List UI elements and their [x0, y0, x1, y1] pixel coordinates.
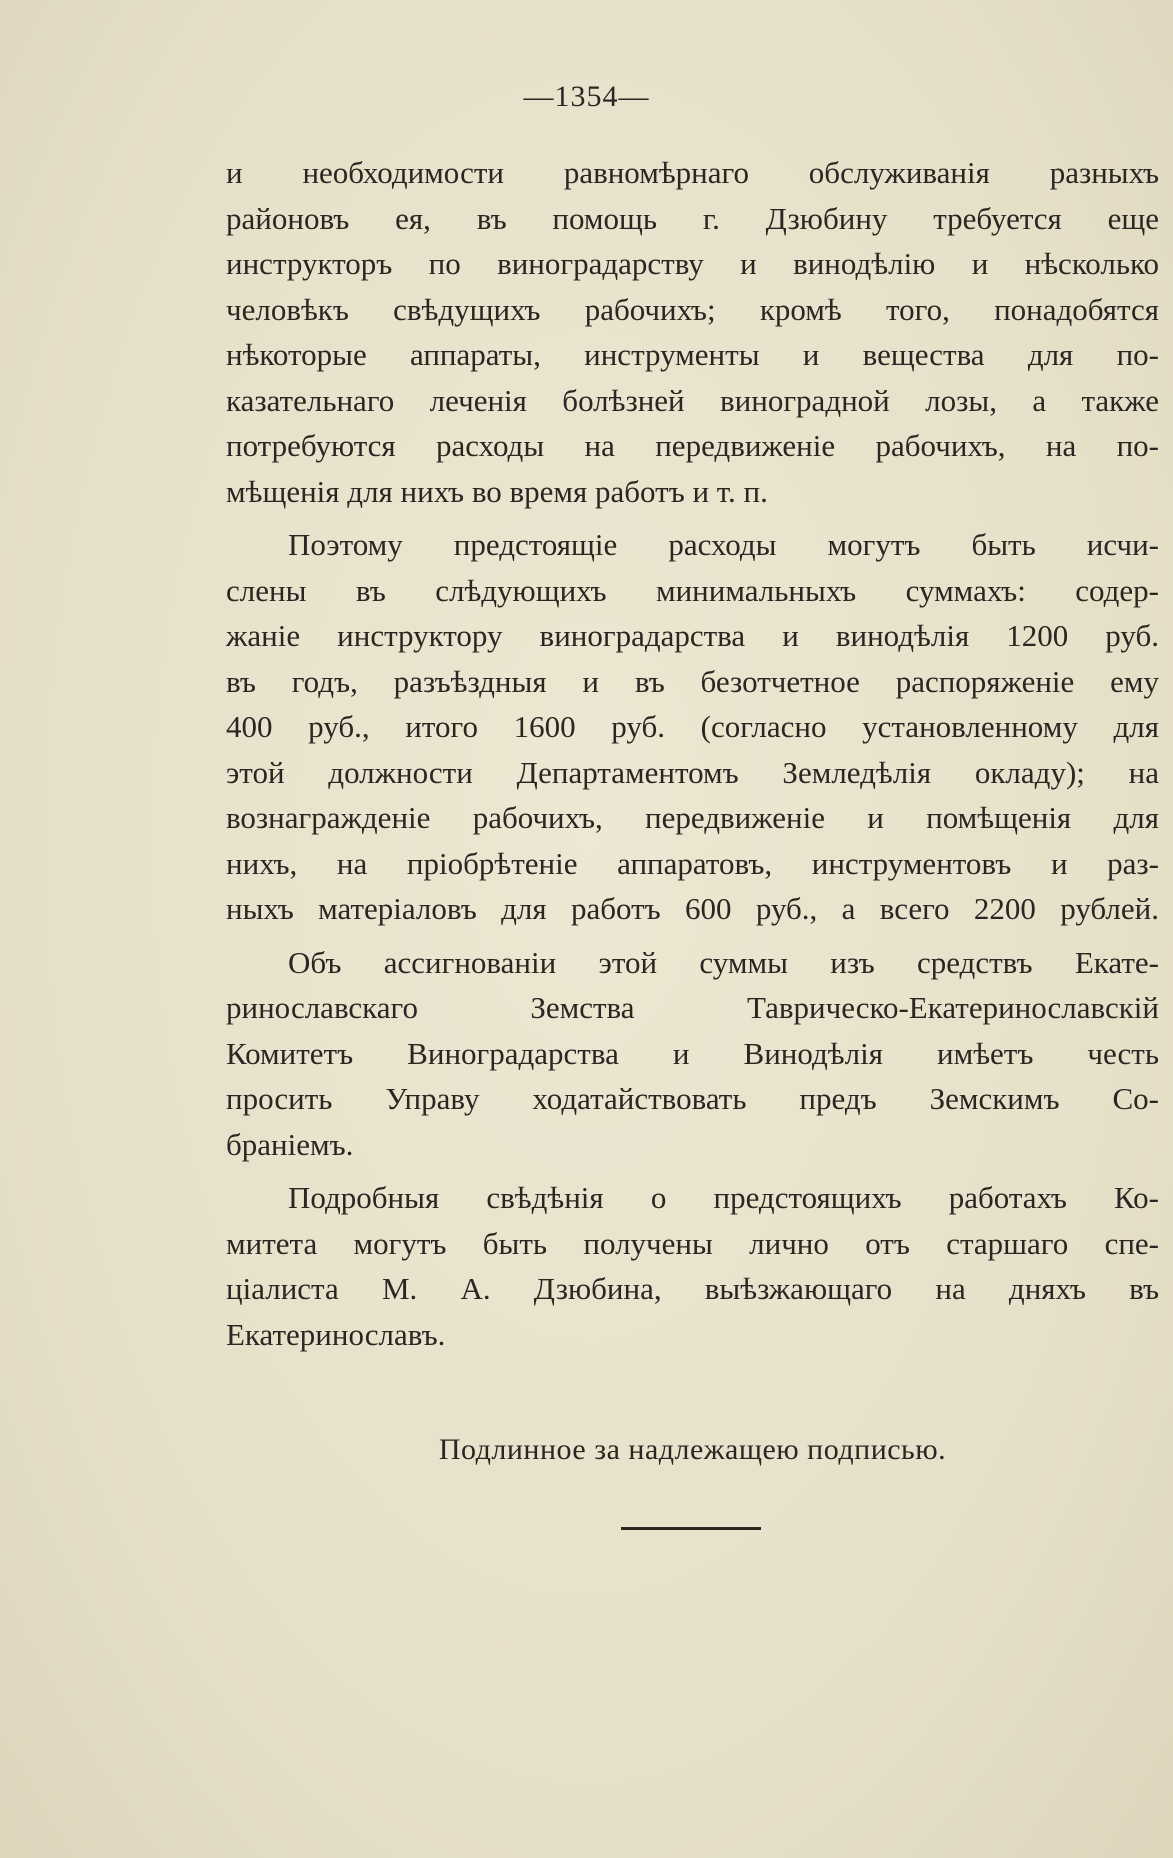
text-line: нѣкоторые аппараты, инструменты и вещества для по- [226, 337, 1159, 372]
text-line: жаніе инструктору виноградарства и винодѣлія 1200 руб. [226, 618, 1159, 653]
text-line: нихъ, на пріобрѣтеніе аппаратовъ, инструментовъ и раз- [226, 845, 1159, 881]
paragraph [226, 150, 1159, 514]
paragraph [226, 522, 1159, 932]
text-line: 400 руб., итого 1600 руб. (согласно установленному для [226, 709, 1159, 744]
text-line: вознагражденіе рабочихъ, передвиженіе и помѣщенія для [226, 800, 1159, 835]
text-line: ныхъ матеріаловъ для работъ 600 руб., а всего 2200 рублей. [226, 891, 1159, 926]
text-line: Подробныя свѣдѣнія о предстоящихъ работахъ Ко- [288, 1180, 1159, 1215]
text-line: этой должности Департаментомъ Земледѣлія окладу); на [226, 754, 1159, 790]
text-line: районовъ ея, въ помощь г. Дзюбину требуется еще [226, 200, 1159, 236]
closing-rule [621, 1527, 761, 1530]
text-line: ринославскаго Земства Таврическо-Екатеринославскій [226, 990, 1159, 1025]
signature-note: Подлинное за надлежащею подписью. [438, 1433, 947, 1466]
text-line: потребуются расходы на передвиженіе рабочихъ, на по- [226, 428, 1159, 463]
text-line: ціалиста М. А. Дзюбина, выѣзжающаго на дняхъ въ [226, 1271, 1159, 1306]
text-line: браніемъ. [226, 1126, 354, 1162]
text-line: Екатеринославъ. [226, 1316, 446, 1352]
text-line: мѣщенія для нихъ во время работъ и т. п. [226, 473, 768, 509]
text-line: казательнаго леченія болѣзней виноградной лозы, а также [226, 382, 1159, 418]
paragraph [226, 1175, 1159, 1357]
page-number: —1354— [523, 80, 650, 113]
text-line: инструкторъ по виноградарству и винодѣлію и нѣсколько [226, 246, 1159, 281]
text-line: человѣкъ свѣдущихъ рабочихъ; кромѣ того, понадобятся [226, 291, 1159, 327]
text-line: просить Управу ходатайствовать предъ Земскимъ Со- [226, 1081, 1159, 1116]
text-line: въ годъ, разъѣздныя и въ безотчетное распоряженіе ему [226, 663, 1159, 699]
text-line: и необходимости равномѣрнаго обслуживанія разныхъ [226, 155, 1159, 190]
paragraph [226, 940, 1159, 1168]
text-line: Комитетъ Виноградарства и Винодѣлія имѣетъ честь [226, 1035, 1159, 1071]
body-text [226, 150, 1159, 1365]
text-line: Поэтому предстоящіе расходы могутъ быть исчи- [288, 527, 1159, 562]
text-line: митета могутъ быть получены лично отъ старшаго спе- [226, 1225, 1159, 1261]
text-line: Объ ассигнованіи этой суммы изъ средствъ Екате- [288, 944, 1159, 980]
text-line: слены въ слѣдующихъ минимальныхъ суммахъ: содер- [226, 572, 1159, 608]
